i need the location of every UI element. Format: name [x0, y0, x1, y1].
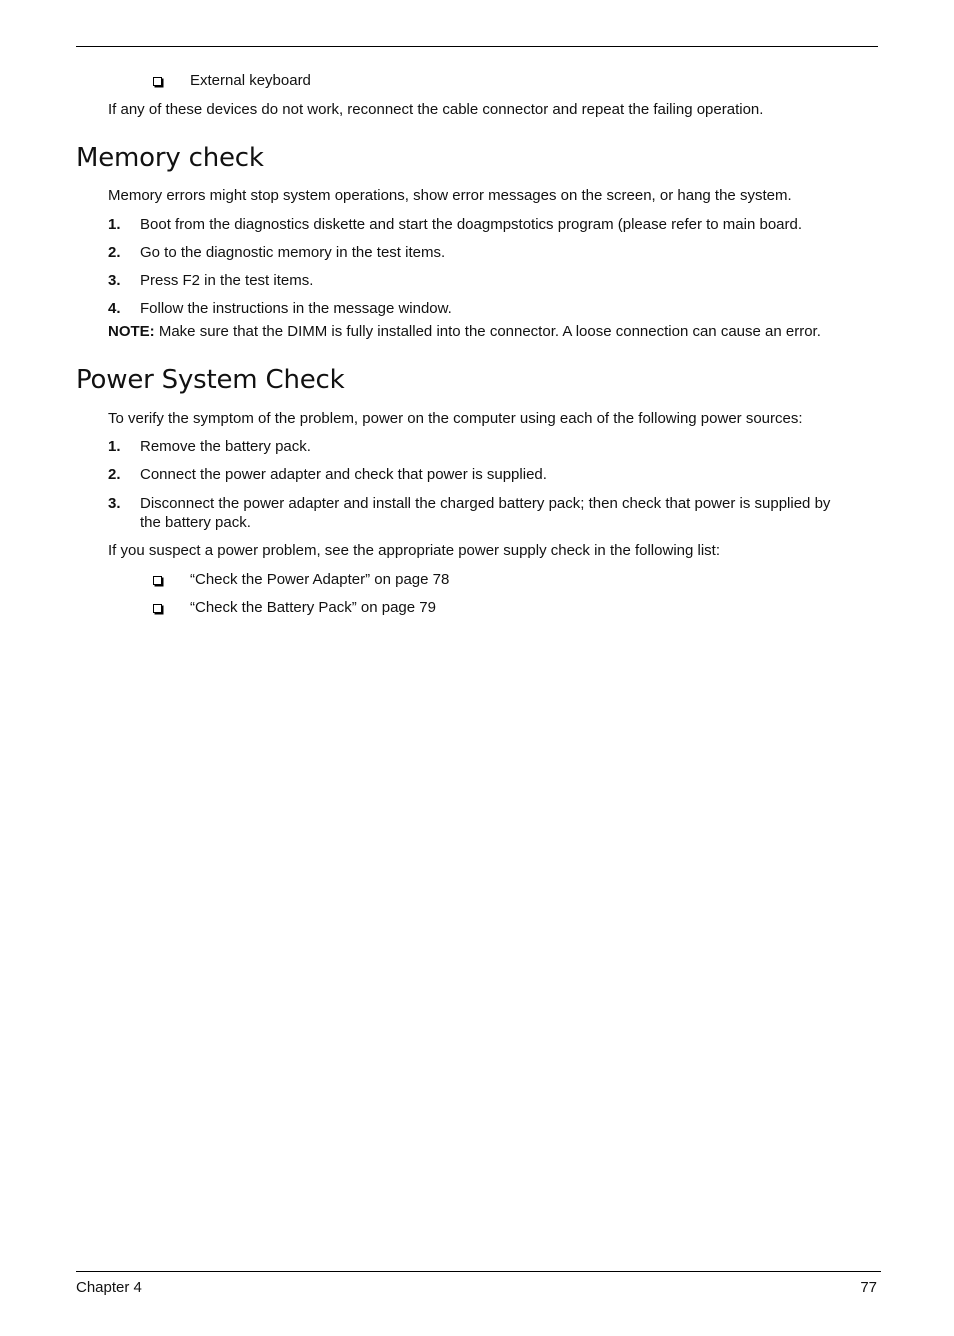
checkbox-bullet-icon [153, 604, 162, 613]
memory-step-text: Go to the diagnostic memory in the test items. [140, 244, 446, 261]
memory-step-number: 1. [108, 216, 121, 233]
power-step-text: Remove the battery pack. [140, 438, 311, 455]
power-step-number: 3. [108, 495, 121, 512]
checkbox-bullet-icon [153, 77, 162, 86]
memory-step-text: Follow the instructions in the message window. [140, 300, 452, 317]
memory-intro: Memory errors might stop system operations, show error messages on the screen, or hang the system. [108, 187, 792, 204]
link-check-battery-pack[interactable]: “Check the Battery Pack” on page 79 [190, 599, 436, 616]
memory-step-text: Press F2 in the test items. [140, 272, 314, 289]
memory-step-text: Boot from the diagnostics diskette and start the doagmpstotics program (please refer to main board. [140, 216, 803, 233]
footer-chapter: Chapter 4 [76, 1279, 142, 1296]
bullet-external-keyboard: External keyboard [190, 72, 311, 89]
power-step-text-continued: the battery pack. [140, 514, 251, 531]
power-step-number: 1. [108, 438, 121, 455]
note-label: NOTE: [108, 323, 155, 340]
power-intro: To verify the symptom of the problem, power on the computer using each of the following power sources: [108, 410, 803, 427]
checkbox-bullet-icon [153, 576, 162, 585]
memory-check-heading: Memory check [76, 143, 264, 173]
power-step-number: 2. [108, 466, 121, 483]
link-check-power-adapter[interactable]: “Check the Power Adapter” on page 78 [190, 571, 450, 588]
note-text: Make sure that the DIMM is fully installed into the connector. A loose connection can cause an error. [158, 323, 821, 340]
memory-step-number: 2. [108, 244, 121, 261]
footer-page-number: 77 [860, 1279, 877, 1296]
header-rule [76, 46, 878, 47]
intro-paragraph: If any of these devices do not work, reconnect the cable connector and repeat the failing operation. [108, 101, 764, 118]
memory-step-number: 4. [108, 300, 121, 317]
power-step-text: Disconnect the power adapter and install the charged battery pack; then check that power is supplied by [140, 495, 831, 512]
power-step-text: Connect the power adapter and check that power is supplied. [140, 466, 547, 483]
power-system-check-heading: Power System Check [76, 365, 345, 395]
power-followup: If you suspect a power problem, see the appropriate power supply check in the following list: [108, 542, 720, 559]
footer-rule [76, 1271, 881, 1272]
memory-note [108, 322, 821, 341]
memory-step-number: 3. [108, 272, 121, 289]
